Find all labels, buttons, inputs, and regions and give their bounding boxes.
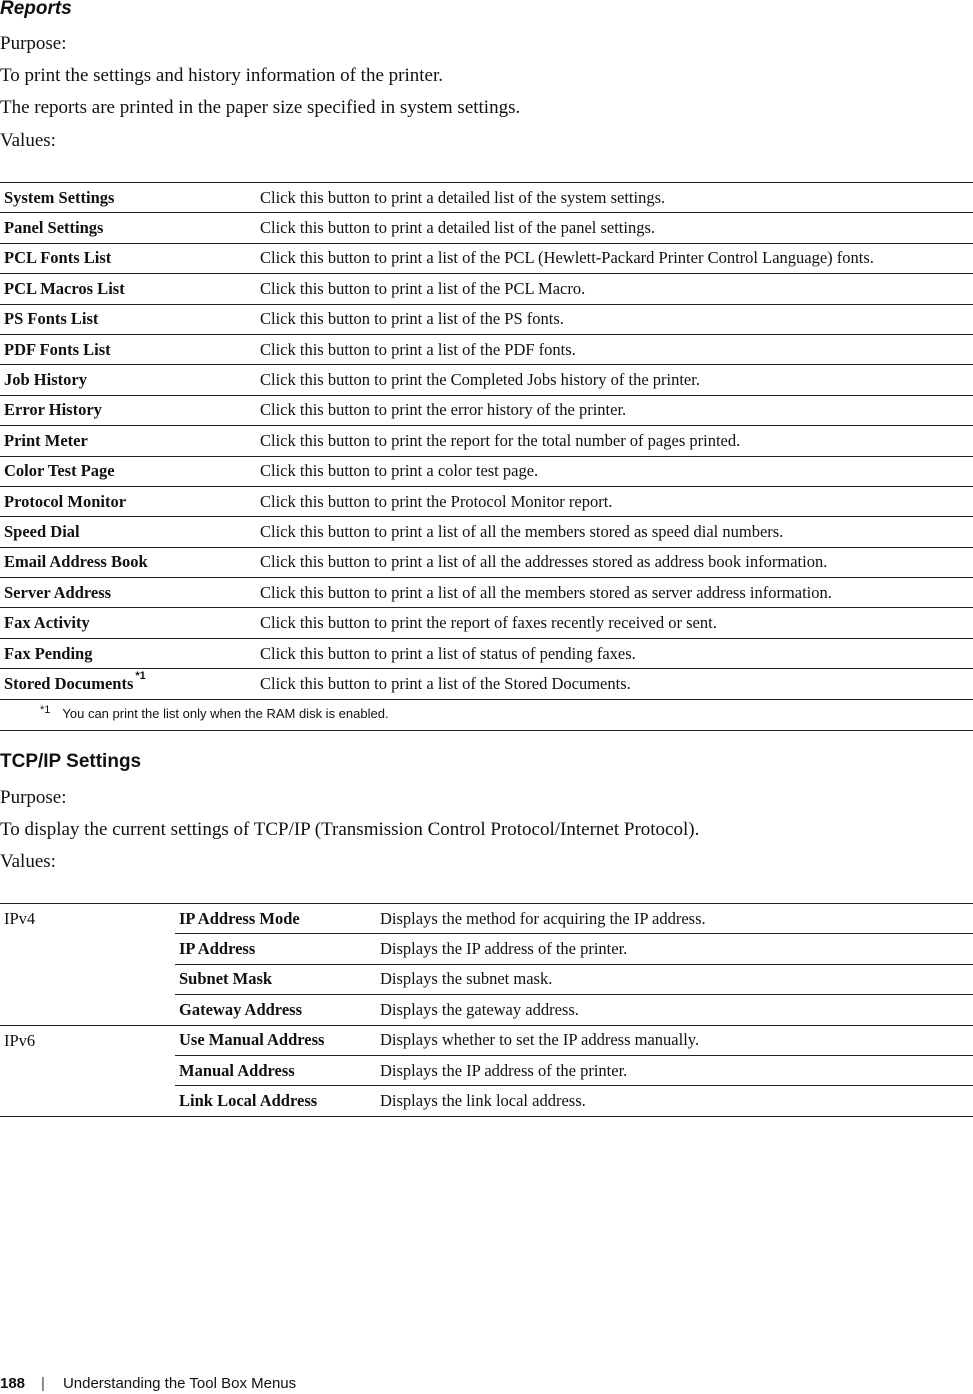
report-name [0, 395, 260, 425]
setting-description: Displays the IP address of the printer. [376, 934, 973, 964]
setting-description: Displays the IP address of the printer. [376, 1055, 973, 1085]
report-description: Click this button to print a list of the Stored Documents. [260, 669, 973, 699]
report-name-text: Fax Pending [4, 643, 93, 663]
report-name-text: PS Fonts List [4, 309, 99, 329]
setting-name: Gateway Address [175, 995, 376, 1025]
table-row [0, 243, 973, 273]
report-name [0, 486, 260, 516]
setting-name: IP Address Mode [175, 904, 376, 934]
report-name-text: Error History [4, 400, 102, 420]
report-name [0, 274, 260, 304]
tcpip-purpose-line: To display the current settings of TCP/IP (Transmission Control Protocol/Internet Protocol). [0, 819, 700, 840]
tcpip-purpose-label: Purpose: [0, 787, 67, 808]
report-name-text: PCL Macros List [4, 278, 125, 298]
report-name-text: Job History [4, 370, 87, 390]
table-row [0, 578, 973, 608]
table-row [0, 1025, 973, 1055]
reports-values-label: Values: [0, 130, 56, 151]
report-name-text: Fax Activity [4, 613, 90, 633]
report-description: Click this button to print the Protocol Monitor report. [260, 486, 973, 516]
setting-description: Displays the gateway address. [376, 995, 973, 1025]
report-name [0, 183, 260, 213]
table-row [0, 456, 973, 486]
table-row [0, 334, 973, 364]
report-name-text: System Settings [4, 187, 115, 207]
report-name [0, 638, 260, 668]
tcpip-values-label: Values: [0, 851, 56, 872]
report-name-text: Protocol Monitor [4, 491, 127, 511]
report-description: Click this button to print a list of all the members stored as server address information. [260, 578, 973, 608]
report-description: Click this button to print the report for the total number of pages printed. [260, 426, 973, 456]
report-name-text: Panel Settings [4, 218, 104, 238]
footer-separator: | [41, 1375, 45, 1392]
table-row [0, 904, 973, 934]
setting-description: Displays the link local address. [376, 1086, 973, 1116]
setting-name: Link Local Address [175, 1086, 376, 1116]
report-description: Click this button to print a list of status of pending faxes. [260, 638, 973, 668]
table-row [0, 669, 973, 699]
report-name [0, 243, 260, 273]
table-row [0, 395, 973, 425]
setting-name: IP Address [175, 934, 376, 964]
report-description: Click this button to print a detailed list of the system settings. [260, 183, 973, 213]
report-description: Click this button to print a detailed list of the panel settings. [260, 213, 973, 243]
footnote-text: You can print the list only when the RAM disk is enabled. [62, 706, 389, 721]
report-description: Click this button to print a list of all the members stored as speed dial numbers. [260, 517, 973, 547]
table-row [0, 183, 973, 213]
table-row [0, 486, 973, 516]
report-name-text: PCL Fonts List [4, 248, 112, 268]
reports-table [0, 182, 973, 700]
setting-name: Manual Address [175, 1055, 376, 1085]
report-description: Click this button to print a list of the PS fonts. [260, 304, 973, 334]
tcpip-heading: TCP/IP Settings [0, 751, 142, 772]
report-description: Click this button to print the error history of the printer. [260, 395, 973, 425]
table-row [0, 365, 973, 395]
report-name-text: Server Address [4, 582, 112, 602]
table-row [0, 304, 973, 334]
report-description: Click this button to print a list of all the addresses stored as address book information. [260, 547, 973, 577]
report-name-text: PDF Fonts List [4, 339, 111, 359]
setting-description: Displays the method for acquiring the IP address. [376, 904, 973, 934]
report-name [0, 365, 260, 395]
ip-version-group: IPv4 [0, 904, 175, 1026]
report-name-text: Color Test Page [4, 461, 115, 481]
report-description: Click this button to print a color test page. [260, 456, 973, 486]
table-row [0, 517, 973, 547]
page-footer [0, 1375, 296, 1392]
ip-version-group: IPv6 [0, 1025, 175, 1116]
table-row [0, 213, 973, 243]
report-description: Click this button to print the report of faxes recently received or sent. [260, 608, 973, 638]
reports-purpose-label: Purpose: [0, 33, 67, 54]
reports-purpose-line-1: To print the settings and history information of the printer. [0, 65, 443, 86]
report-description: Click this button to print the Completed Jobs history of the printer. [260, 365, 973, 395]
report-name [0, 669, 260, 699]
table-row [0, 638, 973, 668]
report-name [0, 517, 260, 547]
table-row [0, 274, 973, 304]
report-name [0, 547, 260, 577]
report-name [0, 426, 260, 456]
report-name [0, 608, 260, 638]
footnote-mark: *1 [40, 704, 51, 716]
report-name-text: Print Meter [4, 430, 88, 450]
reports-heading: Reports [0, 0, 72, 19]
report-name [0, 578, 260, 608]
tcpip-table [0, 903, 973, 1117]
report-name-text: Email Address Book [4, 552, 148, 572]
table-row [0, 547, 973, 577]
report-name-text: Stored Documents [4, 673, 134, 693]
table-row [0, 426, 973, 456]
report-name [0, 213, 260, 243]
report-description: Click this button to print a list of the PDF fonts. [260, 334, 973, 364]
setting-description: Displays the subnet mask. [376, 964, 973, 994]
report-name-text: Speed Dial [4, 521, 80, 541]
report-description: Click this button to print a list of the PCL Macro. [260, 274, 973, 304]
report-name [0, 334, 260, 364]
reports-purpose-line-2: The reports are printed in the paper size specified in system settings. [0, 97, 521, 118]
report-name [0, 304, 260, 334]
report-description: Click this button to print a list of the PCL (Hewlett-Packard Printer Control Language) fonts. [260, 243, 973, 273]
page-number: 188 [0, 1375, 26, 1392]
report-name [0, 456, 260, 486]
footnote-divider [0, 730, 973, 731]
footnote-reference: *1 [135, 669, 146, 682]
setting-name: Subnet Mask [175, 964, 376, 994]
chapter-title: Understanding the Tool Box Menus [62, 1375, 297, 1392]
table-row [0, 608, 973, 638]
setting-description: Displays whether to set the IP address manually. [376, 1025, 973, 1055]
setting-name: Use Manual Address [175, 1025, 376, 1055]
reports-footnote [40, 706, 389, 721]
